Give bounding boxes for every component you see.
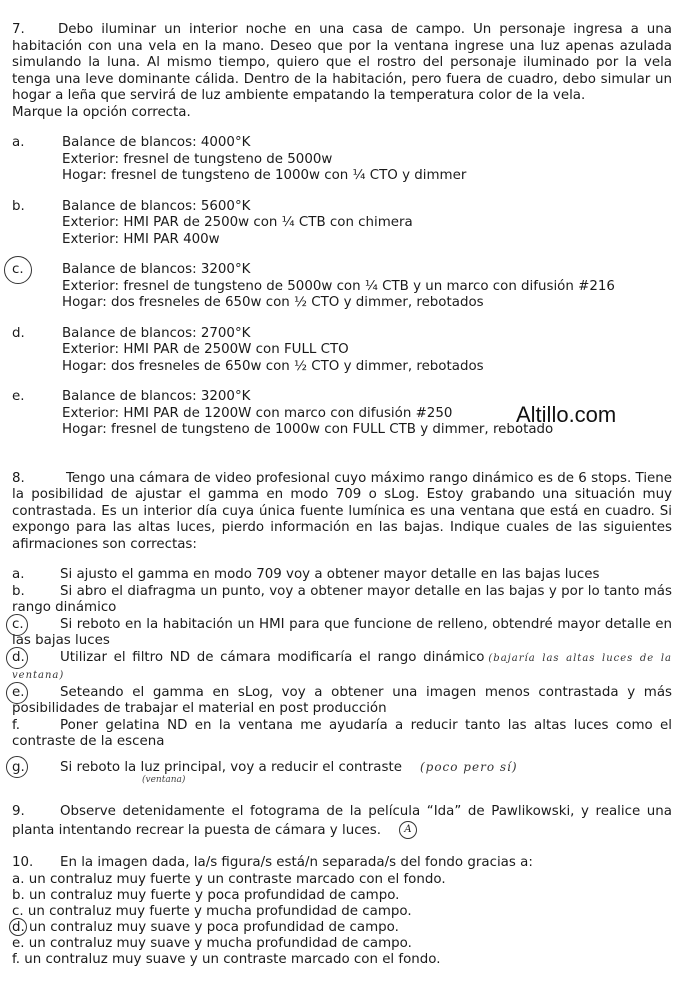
- question-text: Tengo una cámara de video profesional cuyo máximo rango dinámico es de 6 stops. Tiene la posibilidad de ajustar el gamma en modo 709 o sLog. Estoy grabando una situación muy contrastada. Es un interior día cuya única fuente lumínica es una ventana que está en cuadro. Si expongo para las altas luces, pierdo información en las bajas. Indique cuales de las siguientes afirmaciones son correctas:: [12, 470, 672, 552]
- option-a[interactable]: [12, 135, 672, 185]
- question-7: [12, 22, 672, 439]
- handwritten-subnote: (ventana): [142, 774, 186, 785]
- question-instruction: Marque la opción correcta.: [12, 104, 191, 120]
- option-line: Hogar: fresnel de tungsteno de 1000w con FULL CTB y dimmer, rebotado: [62, 422, 554, 437]
- option-letter: b.: [12, 198, 25, 214]
- question-number: 9.: [12, 804, 25, 819]
- question-number: 10.: [12, 855, 34, 870]
- option-letter: b.: [12, 583, 25, 599]
- option-text: d. un contraluz muy suave y poca profundidad de campo.: [12, 919, 399, 935]
- option-b[interactable]: [12, 584, 672, 617]
- option-c[interactable]: [12, 262, 672, 312]
- option-letter: e.: [12, 389, 25, 404]
- option-line: Exterior: fresnel de tungsteno de 5000w con ¼ CTB y un marco con difusión #216: [62, 278, 615, 294]
- option-line: Exterior: HMI PAR 400w: [62, 231, 220, 247]
- question-text: Observe detenidamente el fotograma de la película “Ida” de Pawlikowski, y realice una planta intentando recrear la puesta de cámara y luces.: [12, 804, 672, 838]
- option-line: Hogar: dos fresneles de 650w con ½ CTO y dimmer, rebotados: [62, 358, 484, 374]
- question-text: En la imagen dada, la/s figura/s está/n separada/s del fondo gracias a:: [60, 855, 533, 870]
- option-letter: g.: [12, 759, 25, 775]
- option-letter: c.: [12, 262, 24, 277]
- option-f[interactable]: [12, 718, 672, 751]
- option-g[interactable]: [12, 759, 672, 785]
- watermark-logo: Altillo.com: [516, 402, 617, 427]
- option-text: Si reboto en la habitación un HMI para que funcione de relleno, obtendré mayor detalle en las bajas luces: [12, 616, 672, 648]
- option-line: Balance de blancos: 3200°K: [62, 262, 251, 277]
- option-a[interactable]: [12, 567, 672, 584]
- question-number: 7.: [12, 22, 25, 37]
- answer-circle-mark: [6, 682, 28, 704]
- option-letter: f.: [12, 717, 20, 733]
- option-text: Poner gelatina ND en la ventana me ayudaría a reducir tanto las altas luces como el contraste de la escena: [12, 717, 672, 749]
- option-letter: c.: [12, 616, 24, 632]
- option-letter: a.: [12, 135, 25, 150]
- option-e[interactable]: [12, 685, 672, 718]
- exam-page: [12, 22, 672, 968]
- option-f[interactable]: f. un contraluz muy suave y un contraste marcado con el fondo.: [12, 951, 441, 967]
- option-b[interactable]: [12, 199, 672, 249]
- option-line: Balance de blancos: 3200°K: [62, 389, 251, 404]
- answer-circle-mark: [6, 647, 28, 669]
- option-text: Si ajusto el gamma en modo 709 voy a obtener mayor detalle en las bajas luces: [60, 567, 600, 582]
- question-10: [12, 855, 672, 968]
- option-line: Exterior: HMI PAR de 2500w con ¼ CTB con chimera: [62, 215, 413, 230]
- question-8: [12, 470, 672, 785]
- option-d[interactable]: [12, 650, 672, 685]
- option-letter: d.: [12, 325, 25, 341]
- option-e[interactable]: e. un contraluz muy suave y mucha profundidad de campo.: [12, 935, 412, 951]
- answer-circle-mark: [9, 918, 27, 936]
- answer-circle-mark: [6, 614, 28, 636]
- question-text: Debo iluminar un interior noche en una casa de campo. Un personaje ingresa a una habitación con una vela en la mano. Deseo que por la ventana ingrese una luz apenas azulada simulando la luna. Al mismo tiempo, quiero que el rostro del personaje iluminado por la vela tenga una leve dominante cálida. Dentro de la habitación, pero fuera de cuadro, debo simular un hogar a leña que servirá de luz ambiente empatando la temperatura color de la vela.: [12, 22, 672, 103]
- option-text: Seteando el gamma en sLog, voy a obtener una imagen menos contrastada y más posibilidades de trabajar el material en post producción: [12, 684, 672, 716]
- option-line: Balance de blancos: 2700°K: [62, 325, 251, 341]
- option-letter: a.: [12, 567, 25, 582]
- option-line: Hogar: fresnel de tungsteno de 1000w con ¼ CTO y dimmer: [62, 168, 467, 183]
- option-line: Exterior: fresnel de tungsteno de 5000w: [62, 151, 333, 167]
- option-line: Balance de blancos: 4000°K: [62, 135, 251, 150]
- option-d[interactable]: [12, 920, 672, 936]
- option-line: Exterior: HMI PAR de 2500W con FULL CTO: [62, 342, 349, 357]
- option-text: Si reboto la luz principal, voy a reducir el contraste: [60, 759, 402, 775]
- option-c[interactable]: c. un contraluz muy fuerte y mucha profundidad de campo.: [12, 903, 412, 919]
- handwritten-note: (poco pero sí): [419, 759, 518, 774]
- answer-circle-mark: [6, 756, 28, 778]
- option-a[interactable]: a. un contraluz muy fuerte y un contraste marcado con el fondo.: [12, 871, 446, 887]
- option-letter: d.: [12, 649, 25, 665]
- option-text: Si abro el diafragma un punto, voy a obtener mayor detalle en las bajas y por lo tanto más rango dinámico: [12, 583, 672, 615]
- option-letter: e.: [12, 684, 25, 700]
- option-line: Hogar: dos fresneles de 650w con ½ CTO y dimmer, rebotados: [62, 295, 484, 310]
- question-9: [12, 804, 672, 839]
- option-line: Exterior: HMI PAR de 1200W con marco con difusión #250: [62, 405, 453, 421]
- option-c[interactable]: [12, 617, 672, 650]
- option-line: Balance de blancos: 5600°K: [62, 198, 251, 214]
- option-b[interactable]: b. un contraluz muy fuerte y poca profundidad de campo.: [12, 887, 400, 903]
- answer-circle-mark: A: [399, 821, 417, 839]
- handwritten-note: (bajaría las altas luces de la ventana): [12, 652, 672, 681]
- option-text: Utilizar el filtro ND de cámara modificaría el rango dinámico: [60, 649, 485, 665]
- question-number: 8.: [12, 470, 25, 486]
- option-d[interactable]: [12, 326, 672, 376]
